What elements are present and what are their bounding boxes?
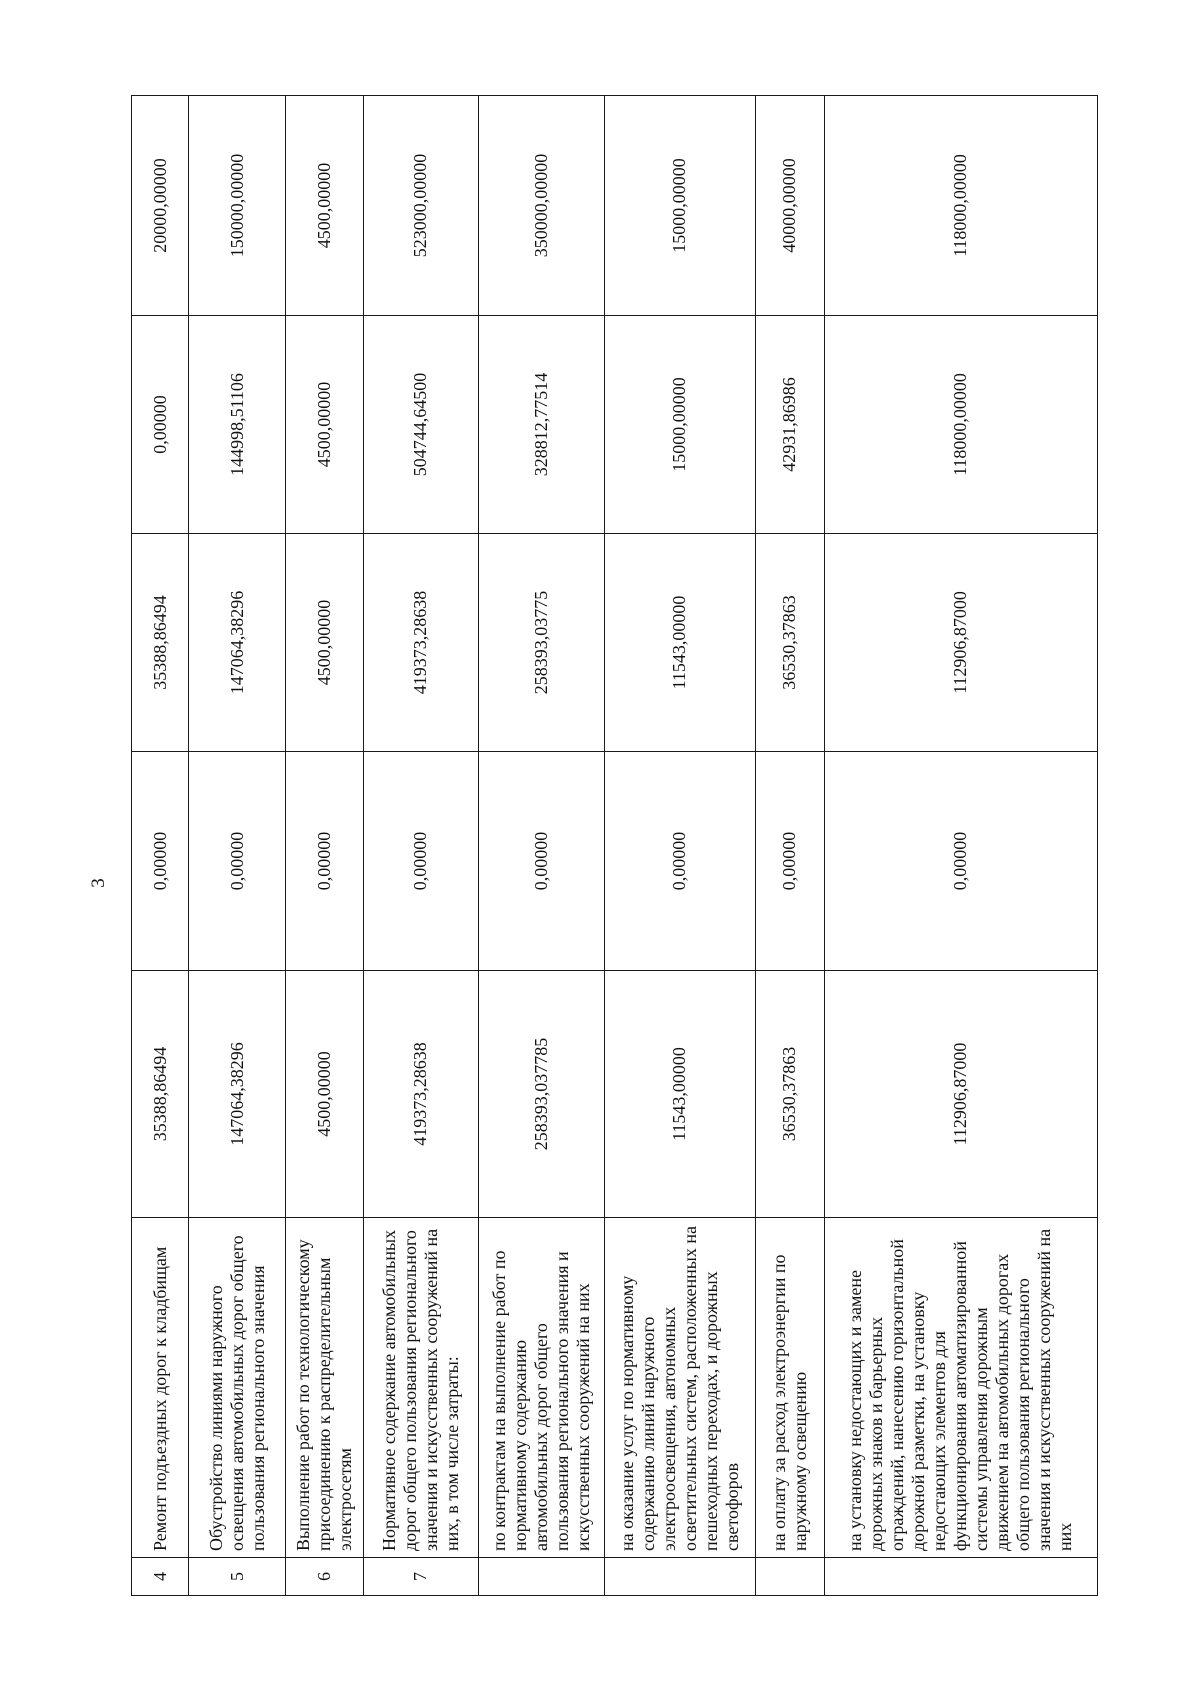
value-cell: 523000,00000: [364, 96, 479, 316]
value-cell: 144998,51106: [189, 316, 285, 534]
rotated-table-container: [131, 96, 1098, 1596]
value-cell: 15000,00000: [605, 96, 755, 316]
row-number: 5: [189, 1558, 285, 1596]
value-cell: 0,00000: [755, 752, 824, 971]
value-cell: 0,00000: [132, 752, 189, 971]
value-cell: 20000,00000: [132, 96, 189, 316]
value-cell: 4500,00000: [285, 971, 363, 1218]
row-number: 4: [132, 1558, 189, 1596]
value-cell: 258393,037785: [478, 971, 604, 1218]
row-number: [824, 1558, 1097, 1596]
value-cell: 147064,38296: [189, 534, 285, 752]
value-cell: 35388,86494: [132, 534, 189, 752]
row-number: 7: [364, 1558, 479, 1596]
table-row: [364, 96, 479, 1596]
row-name: на оказание услуг по нормативному содержанию линий наружного электроосвещения, автономных осветительных систем, расположенных на пешеходных переходах, и дорожных светофоров: [605, 1218, 755, 1558]
value-cell: 15000,00000: [605, 316, 755, 534]
value-cell: 112906,87000: [824, 971, 1097, 1218]
value-cell: 350000,00000: [478, 96, 604, 316]
value-cell: 419373,28638: [364, 534, 479, 752]
table-row: [285, 96, 363, 1596]
value-cell: 0,00000: [364, 752, 479, 971]
value-cell: 0,00000: [189, 752, 285, 971]
value-cell: 328812,77514: [478, 316, 604, 534]
value-cell: 112906,87000: [824, 534, 1097, 752]
value-cell: 258393,03775: [478, 534, 604, 752]
row-name: Выполнение работ по технологическому присоединению к распределительным электросетям: [285, 1218, 363, 1558]
value-cell: 0,00000: [478, 752, 604, 971]
table-row: [755, 96, 824, 1596]
row-name: Нормативное содержание автомобильных дорог общего пользования регионального значения и искусственных сооружений на них, в том числе затраты:: [364, 1218, 479, 1558]
value-cell: 4500,00000: [285, 316, 363, 534]
value-cell: 0,00000: [605, 752, 755, 971]
value-cell: 147064,38296: [189, 971, 285, 1218]
table-row: [824, 96, 1097, 1596]
row-number: [605, 1558, 755, 1596]
row-name: по контрактам на выполнение работ по нормативному содержанию автомобильных дорог общего пользования регионального значения и искусственных сооружений на них: [478, 1218, 604, 1558]
value-cell: 419373,28638: [364, 971, 479, 1218]
value-cell: 40000,00000: [755, 96, 824, 316]
value-cell: 150000,00000: [189, 96, 285, 316]
value-cell: 0,00000: [824, 752, 1097, 971]
page-number: 3: [88, 878, 109, 888]
table-row: [189, 96, 285, 1596]
value-cell: 4500,00000: [285, 534, 363, 752]
row-name: Обустройство линиями наружного освещения автомобильных дорог общего пользования регионального значения: [189, 1218, 285, 1558]
row-number: [478, 1558, 604, 1596]
row-number: [755, 1558, 824, 1596]
value-cell: 0,00000: [132, 316, 189, 534]
row-name: Ремонт подъездных дорог к кладбищам: [132, 1218, 189, 1558]
row-number: 6: [285, 1558, 363, 1596]
table-row: [605, 96, 755, 1596]
value-cell: 36530,37863: [755, 971, 824, 1218]
value-cell: 35388,86494: [132, 971, 189, 1218]
table-row: [478, 96, 604, 1596]
table-row: [132, 96, 189, 1596]
row-name: на установку недостающих и замене дорожных знаков и барьерных ограждений, нанесению горизонтальной дорожной разметки, на установку недостающих элементов для функционирования автоматизированной системы управления дорожным движением на автомобильных дорогах общего пользования регионального значения и искусственных сооружений на них: [824, 1218, 1097, 1558]
row-name: на оплату за расход электроэнергии по наружному освещению: [755, 1218, 824, 1558]
value-cell: 118000,00000: [824, 316, 1097, 534]
value-cell: 4500,00000: [285, 96, 363, 316]
value-cell: 0,00000: [285, 752, 363, 971]
budget-table: [131, 95, 1098, 1596]
value-cell: 11543,00000: [605, 534, 755, 752]
value-cell: 504744,64500: [364, 316, 479, 534]
value-cell: 36530,37863: [755, 534, 824, 752]
value-cell: 118000,00000: [824, 96, 1097, 316]
value-cell: 11543,00000: [605, 971, 755, 1218]
value-cell: 42931,86986: [755, 316, 824, 534]
